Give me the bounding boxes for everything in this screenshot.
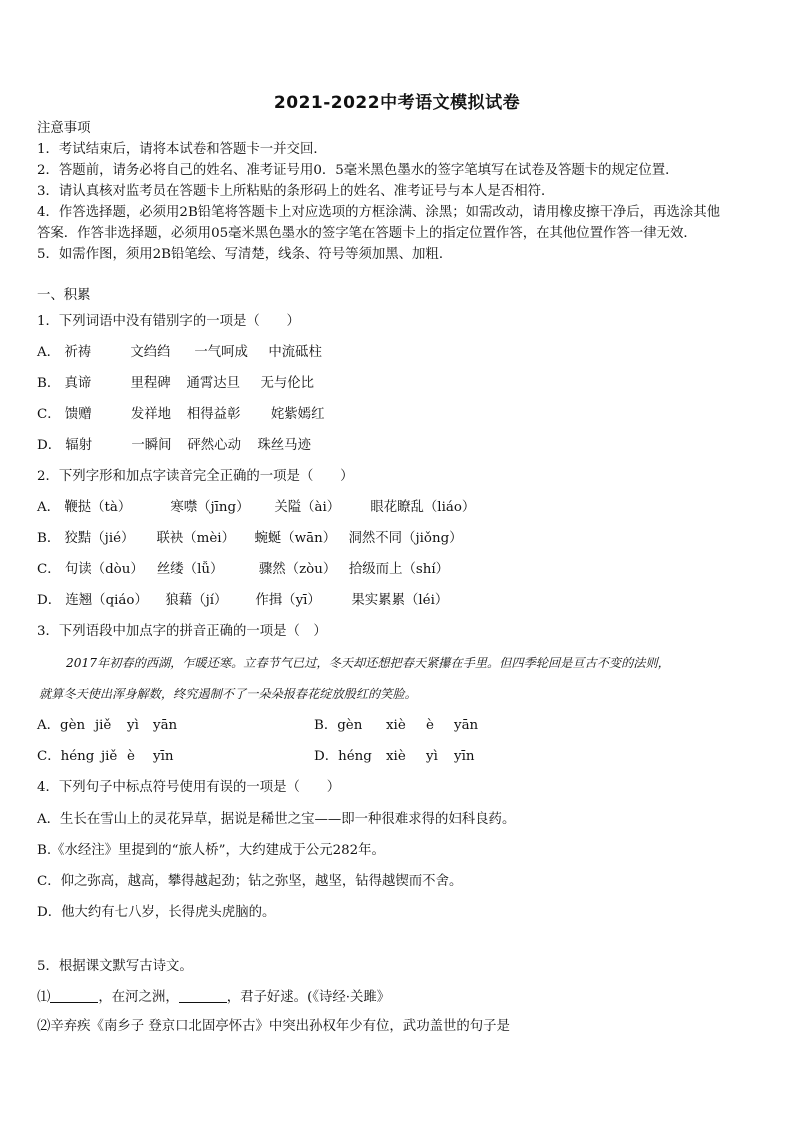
option-word: 作揖（yī） (255, 593, 321, 608)
option-word: 辐射 (65, 438, 93, 453)
option-letter: B． (37, 376, 61, 391)
option-word: 相得益彰 (186, 407, 241, 422)
option-word: 狡黠（jié） (64, 531, 135, 546)
q5-line-2: ⑵辛弃疾《南乡子 登京口北固亭怀古》中突出孙权年少有位，武功盖世的句子是 (37, 1019, 510, 1034)
section-heading: 一、积累 (37, 288, 91, 303)
option-word: 砰然心动 (187, 438, 241, 453)
option-pinyin: xiè (386, 718, 406, 733)
q2-option-d (37, 592, 448, 610)
option-word: 连翘（qiáo） (65, 593, 148, 608)
option-word: 联袂（mèi） (156, 531, 235, 546)
q3-option-c (37, 748, 173, 766)
item-number: ⑴ (37, 990, 51, 1005)
q1-option-b (37, 375, 314, 393)
q3-option-d (314, 748, 474, 766)
option-word: 丝缕（lǚ） (156, 562, 224, 577)
option-pinyin: D．héng (314, 749, 372, 764)
q2-option-c (37, 561, 449, 579)
page-title: 2021-2022中考语文模拟试卷 (273, 93, 521, 113)
q4-option-d: D．他大约有七八岁，长得虎头虎脑的。 (37, 905, 276, 920)
option-word: 文绉绉 (130, 345, 171, 360)
option-pinyin: yīn (153, 749, 174, 764)
notes-heading: 注意事项 (37, 121, 91, 136)
option-word: 骤然（zòu） (258, 562, 337, 577)
option-word: 真谛 (64, 376, 92, 391)
option-word: 句读（dòu） (64, 562, 144, 577)
option-word: 关隘（ài） (274, 500, 341, 515)
option-word: 一气呵成 (194, 345, 248, 360)
option-pinyin: yān (153, 718, 178, 733)
note-line: 4．作答选择题，必须用2B铅笔将答题卡上对应选项的方框涂满、涂黑；如需改动，请用橡皮擦干净后，再选涂其他 (37, 205, 721, 220)
q3-option-b (314, 717, 478, 735)
option-word: 蜿蜒（wān） (254, 531, 337, 546)
option-pinyin: C．héng (37, 749, 95, 764)
note-line: 答案．作答非选择题，必须用05毫米黑色墨水的签字笔在答题卡上的指定位置作答，在其他位置作答一律无效． (37, 226, 697, 241)
q4-option-c: C．仰之弥高，越高，攀得越起劲；钻之弥坚，越坚，钻得越锲而不舍。 (37, 874, 463, 889)
option-word: 姹紫嫣红 (270, 407, 325, 422)
question-3-stem: 3．下列语段中加点字的拼音正确的一项是（ ） (37, 624, 327, 639)
option-pinyin: è (426, 718, 434, 733)
option-word: 无与伦比 (260, 376, 315, 391)
option-word: 中流砥柱 (268, 345, 322, 360)
q2-option-a (37, 499, 475, 517)
option-pinyin: xiè (386, 749, 406, 764)
option-word: 通霄达旦 (186, 376, 241, 391)
option-letter: B． (37, 531, 61, 546)
option-pinyin: jiě (101, 749, 118, 764)
q4-option-b: B.《水经注》里提到的“旅人桥”，大约建成于公元282年。 (37, 843, 385, 858)
verse-text: ，在河之洲， (98, 990, 179, 1005)
option-letter: A． (37, 345, 61, 360)
option-pinyin: yì (127, 718, 139, 733)
question-1-stem: 1．下列词语中没有错别字的一项是（ ） (37, 314, 300, 329)
verse-text: ，君子好逑。(《诗经·关雎》 (226, 990, 391, 1005)
question-4-stem: 4．下列句子中标点符号使用有误的一项是（ ） (37, 780, 341, 795)
question-2-stem: 2．下列字形和加点字读音完全正确的一项是（ ） (37, 469, 354, 484)
option-letter: C． (37, 407, 61, 422)
q3-option-a (37, 717, 177, 735)
note-line: 5．如需作图，须用2B铅笔绘、写清楚，线条、符号等须加黑、加粗． (37, 247, 453, 262)
option-letter: D． (37, 438, 62, 453)
option-word: 发祥地 (130, 407, 172, 422)
option-pinyin: yīn (454, 749, 475, 764)
q3-passage-line: 就算冬天使出浑身解数，终究遏制不了一朵朵报春花绽放殷红的笑脸。 (39, 687, 417, 701)
option-pinyin: B．gèn (314, 718, 363, 733)
q2-option-b (37, 530, 463, 548)
q1-option-c (37, 406, 324, 424)
q3-passage-line: 2017年初春的西湖，乍暖还寒。立春节气已过，冬天却还想把春天紧攥在手里。但四季轮回是亘古不变的法则， (66, 656, 670, 670)
option-word: 拾级而上（shí） (348, 562, 450, 577)
option-word: 果实累累（léi） (351, 593, 449, 608)
option-pinyin: è (127, 749, 135, 764)
option-letter: C． (37, 562, 61, 577)
option-word: 寒噤（jīng） (170, 500, 250, 515)
option-word: 鞭挞（tà） (64, 500, 132, 515)
option-pinyin: yì (426, 749, 438, 764)
option-word: 眼花瞭乱（liáo） (370, 500, 476, 515)
fill-blank[interactable] (179, 989, 227, 1003)
fill-blank[interactable] (50, 989, 98, 1003)
q5-line-1 (37, 989, 390, 1007)
option-pinyin: A．gèn (37, 718, 86, 733)
option-letter: A． (37, 500, 61, 515)
option-word: 洞然不同（jiǒng） (348, 531, 463, 546)
note-line: 1．考试结束后，请将本试卷和答题卡一并交回． (37, 142, 327, 157)
option-word: 狼藉（jí） (165, 593, 228, 608)
option-pinyin: jiě (95, 718, 112, 733)
option-pinyin: yān (454, 718, 479, 733)
option-word: 馈赠 (64, 407, 92, 422)
option-word: 一瞬间 (131, 438, 172, 453)
question-5-stem: 5．根据课文默写古诗文。 (37, 959, 193, 974)
option-word: 里程碑 (130, 376, 171, 391)
option-word: 祈祷 (64, 345, 92, 360)
note-line: 3．请认真核对监考员在答题卡上所粘贴的条形码上的姓名、准考证号与本人是否相符． (37, 184, 555, 199)
q1-option-a (37, 344, 322, 362)
q1-option-d (37, 437, 311, 455)
q4-option-a: A．生长在雪山上的灵花异草，据说是稀世之宝——即一种很难求得的妇科良药。 (37, 812, 516, 827)
option-letter: D． (37, 593, 62, 608)
note-line: 2．答题前，请务必将自己的姓名、准考证号用0．5毫米黑色墨水的签字笔填写在试卷及答题卡的规定位置． (37, 163, 679, 178)
option-word: 珠丝马迹 (257, 438, 311, 453)
